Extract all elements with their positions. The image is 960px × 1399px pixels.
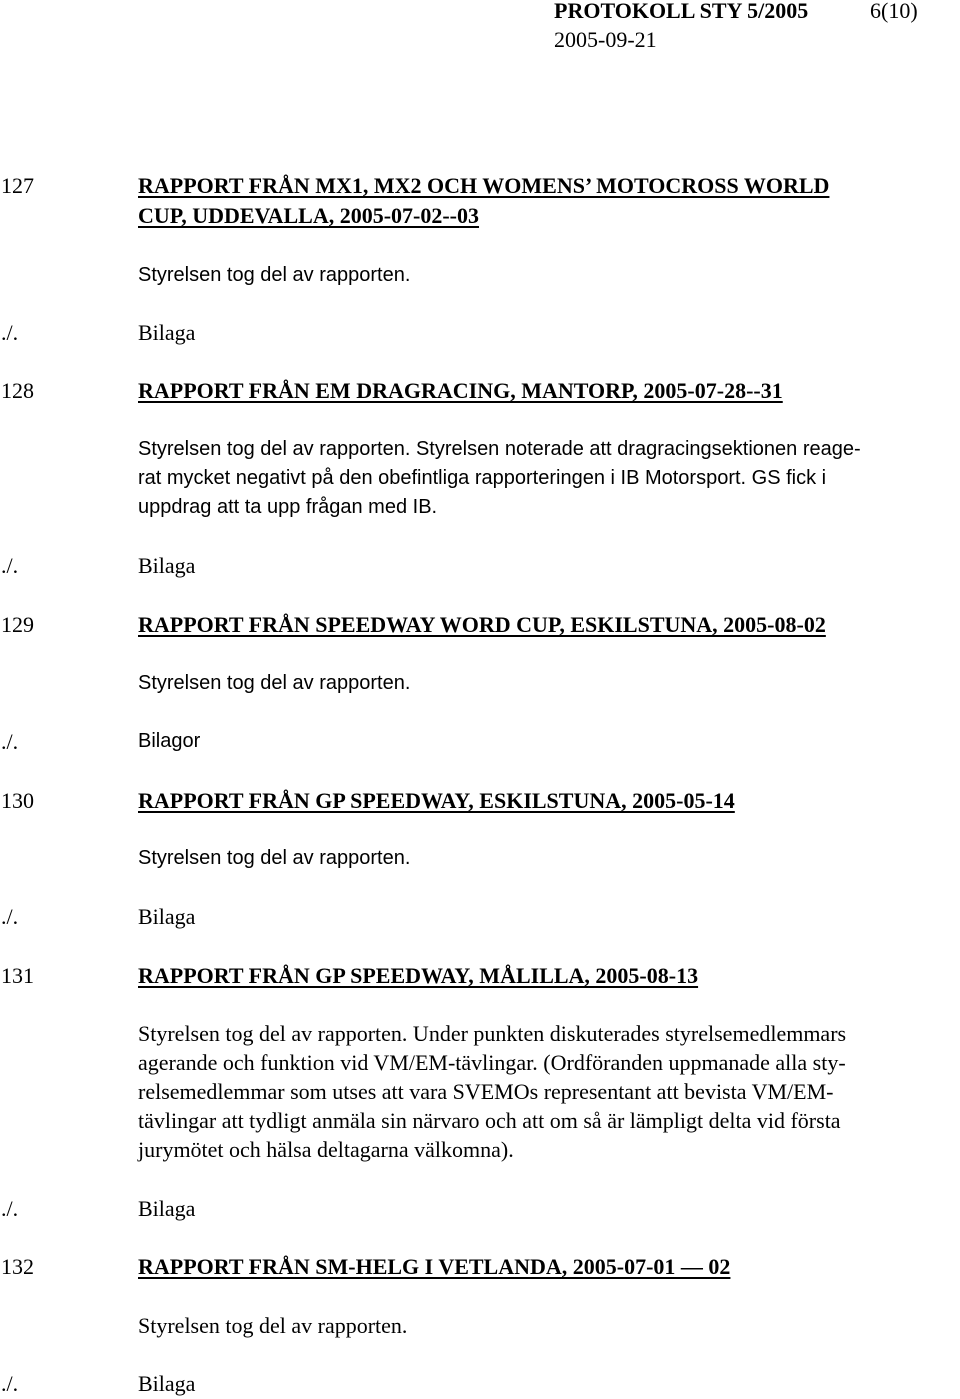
item-number: 132 [1,1254,34,1279]
item-body: Styrelsen tog del av rapporten. [138,1313,408,1338]
page-number: 6(10) [870,0,918,23]
item-body: Styrelsen tog del av rapporten. [138,264,411,286]
item-body: rat mycket negativt på den obefintliga rapporteringen i IB Motorsport. GS fick i [138,467,827,489]
item-number: 129 [1,612,34,637]
item-number: 130 [1,788,34,813]
item-heading: RAPPORT FRÅN EM DRAGRACING, MANTORP, 2005-07-28--31 [138,378,783,403]
page-header [554,0,960,60]
item-body: jurymötet och hälsa deltagarna välkomna). [138,1137,514,1162]
attachment-marker: ./. [1,1371,19,1396]
attachment-label: Bilaga [138,320,196,345]
item-heading: CUP, UDDEVALLA, 2005-07-02--03 [138,203,480,228]
item-heading: RAPPORT FRÅN SPEEDWAY WORD CUP, ESKILSTUNA, 2005-08-02 [138,612,826,637]
item-body: tävlingar att tydligt anmäla sin närvaro och att om så är lämpligt delta vid första [138,1108,841,1133]
attachment-marker: ./. [1,1196,19,1221]
attachment-marker: ./. [1,904,19,929]
item-body: relsemedlemmar som utses att vara SVEMOs representant att bevista VM/EM- [138,1079,834,1104]
attachment-label: Bilaga [138,1196,196,1221]
item-body: uppdrag att ta upp frågan med IB. [138,496,438,518]
attachment-marker: ./. [1,553,19,578]
item-number: 128 [1,378,34,403]
attachment-label: Bilaga [138,553,196,578]
item-heading: RAPPORT FRÅN SM-HELG I VETLANDA, 2005-07-01 — 02 [138,1254,731,1279]
protocol-date: 2005-09-21 [554,27,657,52]
item-body: Styrelsen tog del av rapporten. [138,847,411,869]
item-body: Styrelsen tog del av rapporten. Styrelsen noterade att dragracingsektionen reage- [138,438,861,460]
protocol-title: PROTOKOLL STY 5/2005 [554,0,809,23]
attachment-label: Bilaga [138,1371,196,1396]
attachment-marker: ./. [1,729,19,754]
item-body: Styrelsen tog del av rapporten. Under punkten diskuterades styrelsemedlemmars [138,1021,847,1046]
item-heading: RAPPORT FRÅN MX1, MX2 OCH WOMENS’ MOTOCROSS WORLD [138,173,830,198]
attachment-label: Bilagor [138,730,201,752]
item-body: Styrelsen tog del av rapporten. [138,672,411,694]
attachment-marker: ./. [1,320,19,345]
item-number: 127 [1,173,34,198]
attachment-label: Bilaga [138,904,196,929]
item-heading: RAPPORT FRÅN GP SPEEDWAY, ESKILSTUNA, 2005-05-14 [138,788,735,813]
item-body: agerande och funktion vid VM/EM-tävlingar. (Ordföranden uppmanade alla sty- [138,1050,846,1075]
item-heading: RAPPORT FRÅN GP SPEEDWAY, MÅLILLA, 2005-08-13 [138,963,699,988]
item-number: 131 [1,963,34,988]
